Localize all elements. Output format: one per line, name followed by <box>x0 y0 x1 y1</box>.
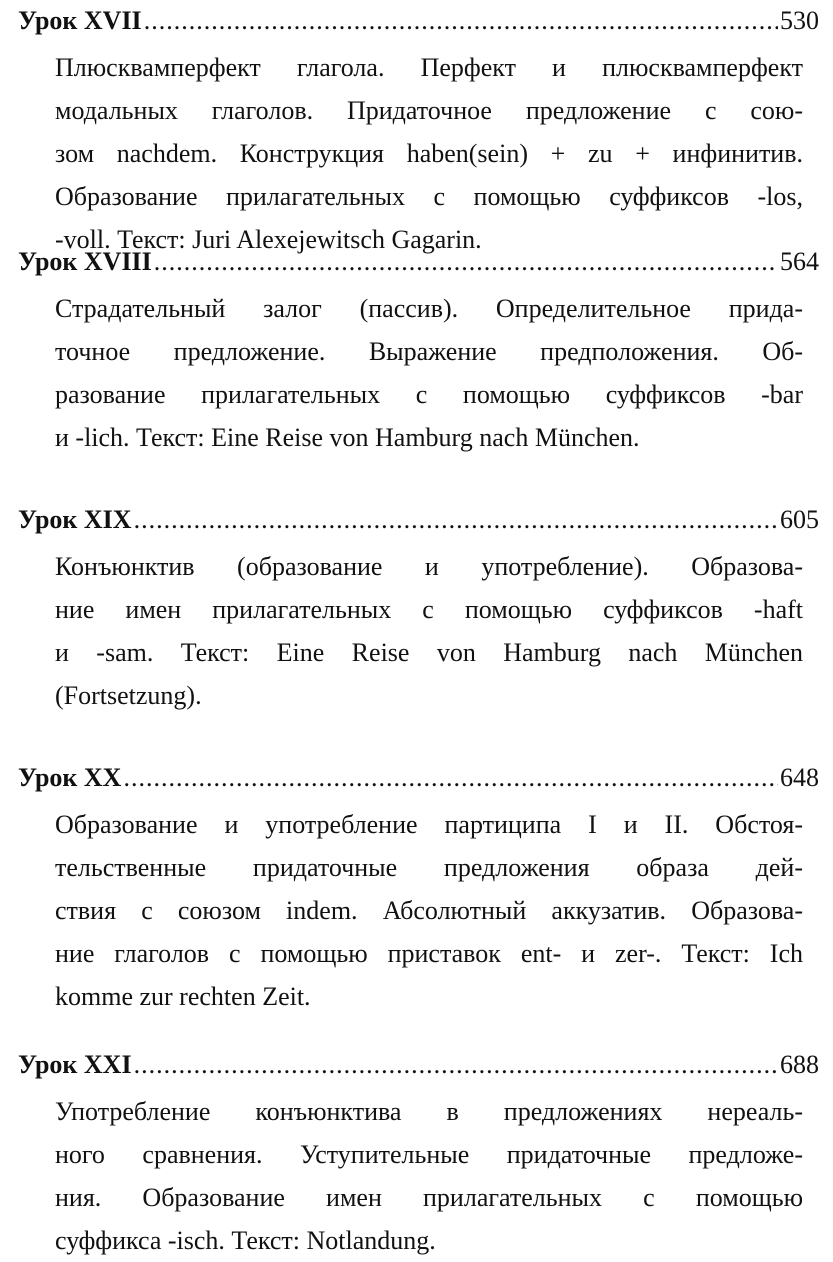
toc-entry-heading <box>18 247 819 281</box>
description-line: зом nachdem. Конструкция haben(sein) + zu + инфинитив. <box>55 139 803 168</box>
description-line: ного сравнения. Уступительные придаточные предложе- <box>55 1140 803 1169</box>
page-number: 605 <box>780 505 819 534</box>
description-line: Образование и употребление партиципа I и II. Обстоя- <box>55 810 803 839</box>
description-line: и -sam. Текст: Eine Reise von Hamburg nach München <box>55 638 803 667</box>
page-number: 564 <box>780 247 819 276</box>
page-number: 648 <box>780 763 819 792</box>
description-line: (Fortsetzung). <box>55 681 202 710</box>
description-line: ния. Образование имен прилагательных с помощью <box>55 1183 803 1212</box>
description-line: разование прилагательных с помощью суффиксов -bar <box>55 380 803 409</box>
lesson-title: Урок XVII <box>18 6 142 35</box>
lesson-description <box>55 803 803 1018</box>
description-line: Страдательный залог (пассив). Определительное прида- <box>55 294 803 323</box>
dot-leader <box>123 763 778 793</box>
page-number: 530 <box>780 6 819 35</box>
description-line: тельственные придаточные предложения образа дей- <box>55 853 803 882</box>
description-line: ствия с союзом indem. Абсолютный аккузатив. Образова- <box>55 896 803 925</box>
description-line: Образование прилагательных с помощью суффиксов -los, <box>55 182 803 211</box>
lesson-description <box>55 545 803 717</box>
dot-leader <box>134 1050 778 1080</box>
description-line: ние глаголов с помощью приставок ent- и zer-. Текст: Ich <box>55 939 803 968</box>
toc-entry-heading <box>18 6 819 40</box>
description-line: -voll. Текст: Juri Alexejewitsch Gagarin. <box>55 225 482 254</box>
toc-entry-heading <box>18 763 819 797</box>
description-line: Употребление конъюнктива в предложениях нереаль- <box>55 1097 803 1126</box>
dot-leader <box>154 247 778 277</box>
lesson-description <box>55 287 803 459</box>
lesson-title: Урок XVIII <box>18 247 152 276</box>
description-line: точное предложение. Выражение предположения. Об- <box>55 337 803 366</box>
toc-entry-heading <box>18 505 819 539</box>
toc-entry-heading <box>18 1050 819 1084</box>
lesson-title: Урок XXI <box>18 1050 132 1079</box>
description-line: ние имен прилагательных с помощью суффиксов -haft <box>55 595 803 624</box>
lesson-title: Урок XX <box>18 763 122 792</box>
description-line: суффикса -isch. Текст: Notlandung. <box>55 1226 436 1255</box>
description-line: модальных глаголов. Придаточное предложение с сою- <box>55 96 803 125</box>
description-line: Плюсквамперфект глагола. Перфект и плюсквамперфект <box>55 53 803 82</box>
dot-leader <box>144 6 778 36</box>
description-line: Конъюнктив (образование и употребление). Образова- <box>55 552 803 581</box>
description-line: и -lich. Текст: Eine Reise von Hamburg nach München. <box>55 423 640 452</box>
page-number: 688 <box>780 1050 819 1079</box>
lesson-description <box>55 46 803 261</box>
lesson-title: Урок XIX <box>18 505 132 534</box>
dot-leader <box>134 505 778 535</box>
description-line: komme zur rechten Zeit. <box>55 982 311 1011</box>
lesson-description <box>55 1090 803 1262</box>
